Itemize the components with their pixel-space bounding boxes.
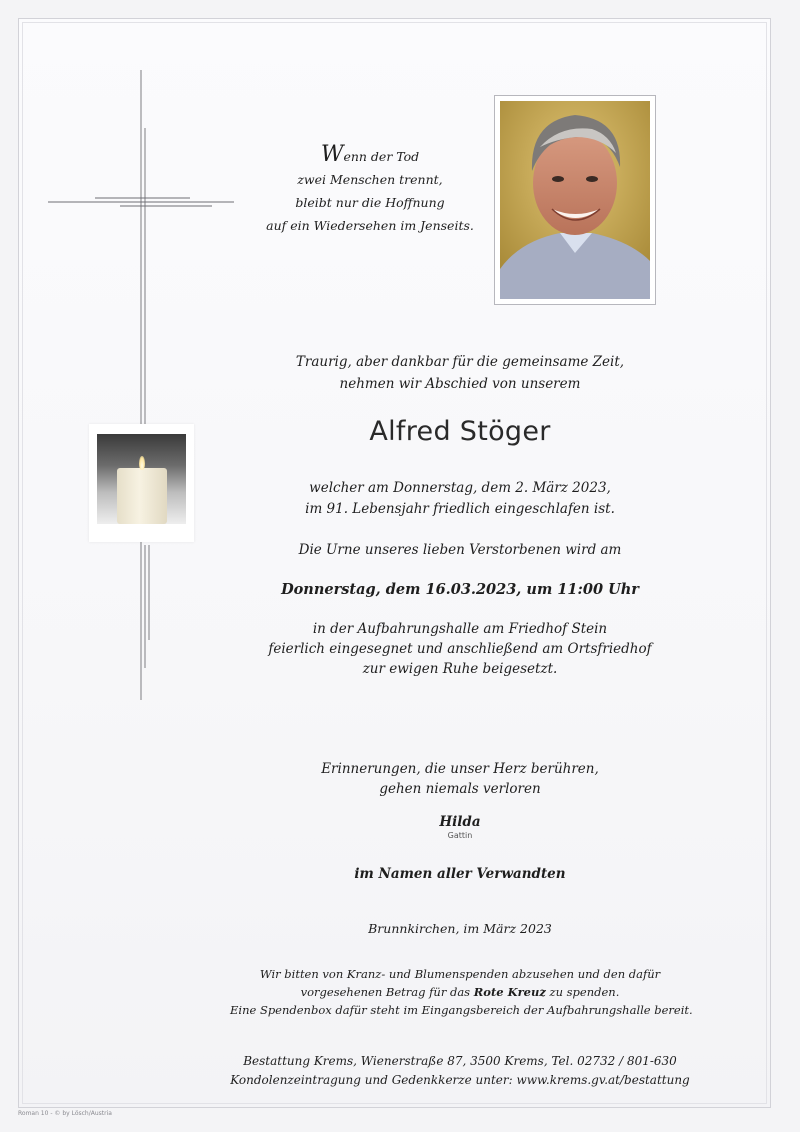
death-line-2: im 91. Lebensjahr friedlich eingeschlafen ist.	[305, 501, 615, 517]
location-line-2: feierlich eingesegnet und anschließend am Ortsfriedhof	[268, 641, 652, 657]
place-date: Brunnkirchen, im März 2023	[368, 921, 552, 936]
donation-line-3: Eine Spendenbox dafür steht im Eingangsbereich der Aufbahrungshalle bereit.	[230, 1003, 693, 1017]
intro-line-2: nehmen wir Abschied von unserem	[339, 376, 581, 392]
donation-recipient: Rote Kreuz	[473, 985, 546, 999]
urn-line: Die Urne unseres lieben Verstorbenen wird am	[298, 542, 622, 558]
deceased-name: Alfred Stöger	[369, 416, 551, 447]
mourner-relation: Gattin	[447, 831, 473, 840]
undertaker-line-1: Bestattung Krems, Wienerstraße 87, 3500 Krems, Tel. 02732 / 801-630	[243, 1054, 677, 1068]
donation-line-1: Wir bitten von Kranz- und Blumenspenden abzusehen und den dafür	[259, 967, 661, 981]
footer-mark: Roman 10 - © by Lösch/Austria	[18, 1110, 112, 1117]
ceremony-date: Donnerstag, dem 16.03.2023, um 11:00 Uhr	[281, 581, 639, 598]
undertaker-line-2: Kondolenzeintragung und Gedenkkerze unter: www.krems.gv.at/bestattung	[230, 1073, 690, 1087]
death-line-1: welcher am Donnerstag, dem 2. März 2023,	[309, 480, 611, 496]
candle-picture	[89, 424, 194, 542]
portrait-photo-frame	[494, 95, 656, 305]
poem-initial: W	[320, 142, 344, 167]
memories-line-2: gehen niemals verloren	[379, 781, 541, 797]
intro-line-1: Traurig, aber dankbar für die gemeinsame Zeit,	[295, 354, 625, 370]
location-line-3: zur ewigen Ruhe beigesetzt.	[362, 661, 558, 677]
location-line-1: in der Aufbahrungshalle am Friedhof Stein	[312, 621, 608, 637]
mourner-name: Hilda	[439, 814, 481, 830]
portrait-photo	[500, 101, 650, 299]
poem: Wenn der Tod zwei Menschen trennt, bleibt nur die Hoffnung auf ein Wiedersehen im Jenseits.	[266, 142, 474, 233]
memories-line-1: Erinnerungen, die unser Herz berühren,	[321, 761, 599, 777]
family-line: im Namen aller Verwandten	[354, 866, 566, 882]
donation-line-2: vorgesehenen Betrag für das Rote Kreuz zu spenden.	[300, 985, 620, 999]
candle-icon	[97, 434, 186, 524]
